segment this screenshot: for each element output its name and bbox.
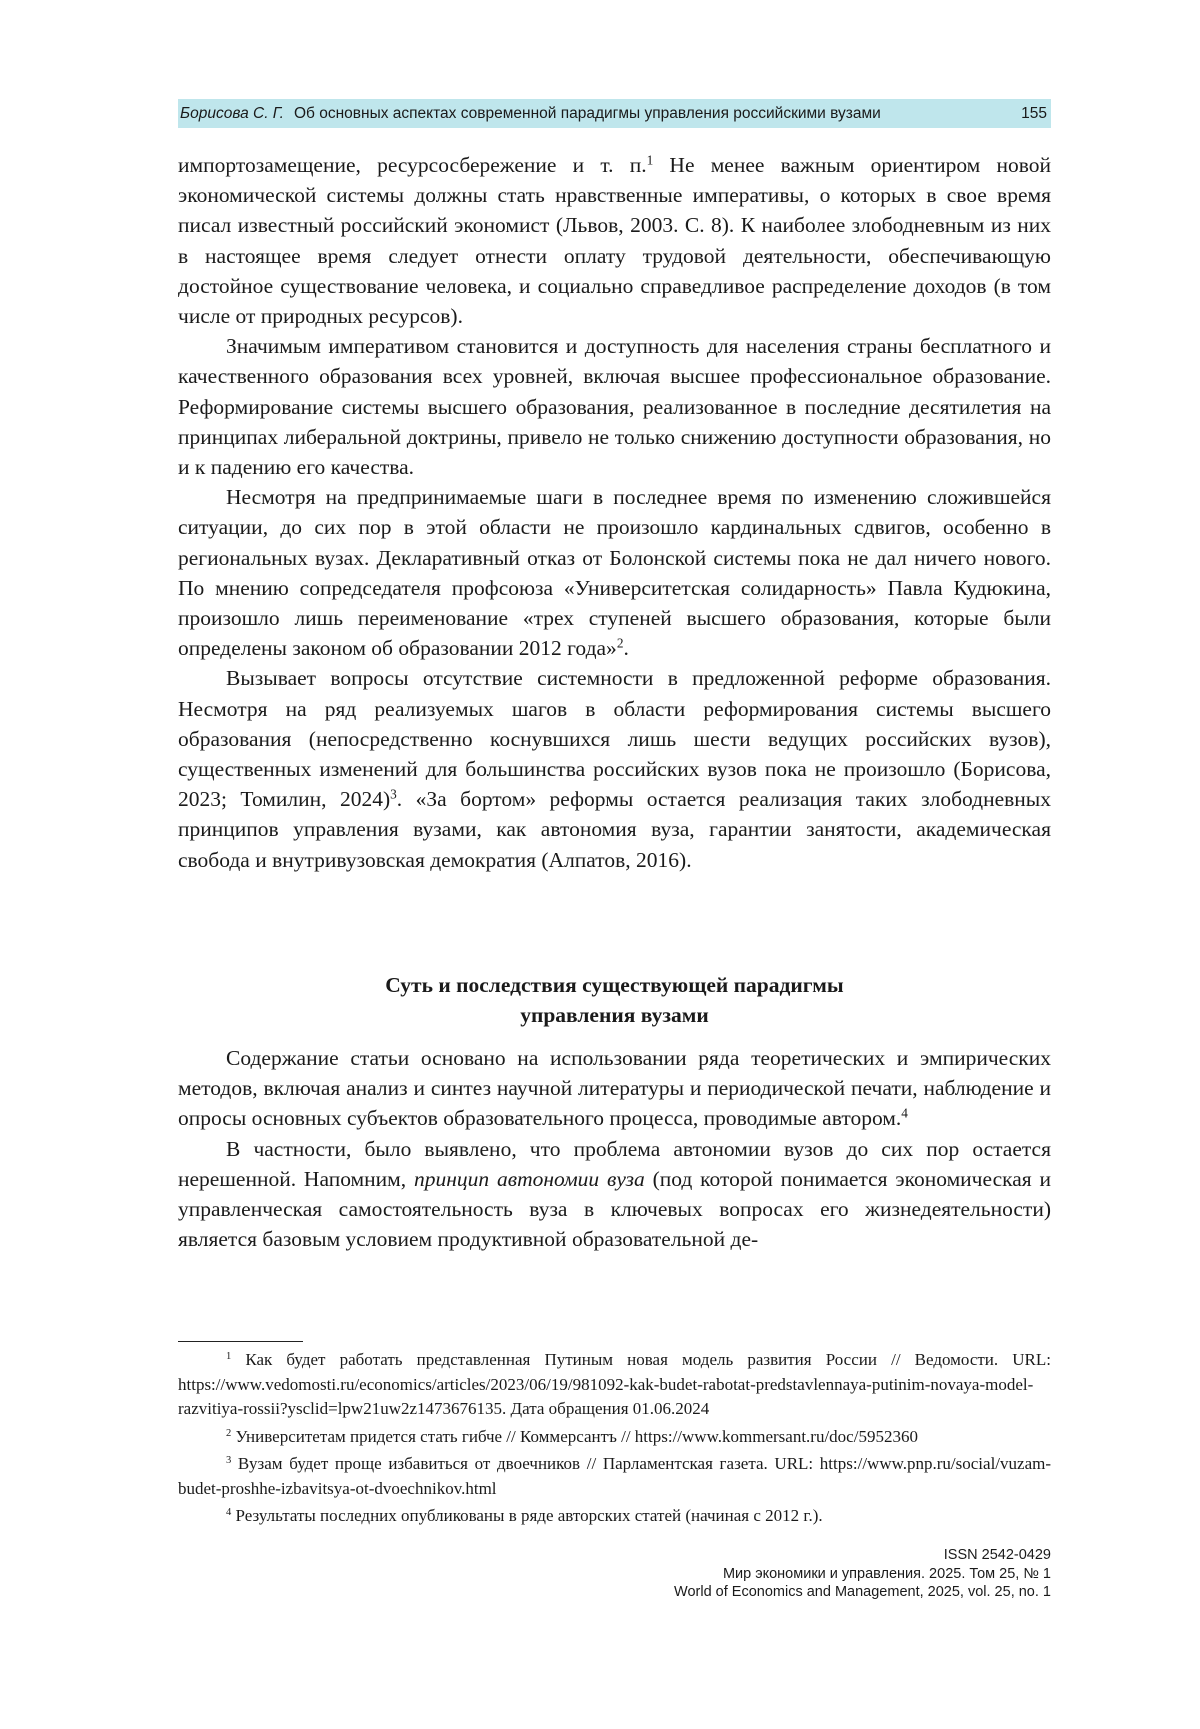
footnotes [178, 1348, 1051, 1529]
article-body-section [178, 1043, 1051, 1254]
running-header [178, 99, 1051, 128]
paragraph-3-text-a: Несмотря на предпринимаемые шаги в последнее время по изменению сложившейся ситуации, до сих пор в этой области не произошло кардинальных сдвигов, особенно в региональных вузах. Декларативный отказ от Болонской системы пока не дал ничего нового. По мнению сопредседателя профсоюза «Университетская солидарность» Павла Кудюкина, произошло лишь переименование «трех ступеней высшего образования, которые были определены законом об образовании 2012 года» [178, 485, 1051, 661]
paragraph-3 [178, 482, 1051, 663]
section-heading-line-2: управления вузами [520, 1003, 709, 1027]
paragraph-1-text-b: Не менее важным ориентиром новой экономической системы должны стать нравственные императивы, о которых в свое время писал известный российский экономист (Львов, 2003. С. 8). К наиболее злободневным из них в настоящее время следует отнести оплату трудовой деятельности, обеспечивающую достойное существование человека, и социально справедливое распределение доходов (в том числе от природных ресурсов). [178, 153, 1051, 329]
paragraph-1 [178, 150, 1051, 331]
paragraph-3-text-b: . [623, 636, 629, 661]
section-paragraph-2-emphasis: принцип автономии вуза [413, 1166, 645, 1191]
section-paragraph-1-text: Содержание статьи основано на использовании ряда теоретических и эмпирических методов, включая анализ и синтез научной литературы и периодической печати, наблюдение и опросы основных субъектов образовательного процесса, проводимые автором. [178, 1046, 1051, 1131]
footnote-ref-4[interactable]: 4 [901, 1106, 908, 1122]
section-heading [178, 970, 1051, 1030]
paragraph-4-text-a: Вызывает вопросы отсутствие системности в предложенной реформе образования. Несмотря на ряд реализуемых шагов в области реформирования системы высшего образования (непосредственно коснувшихся лишь шести ведущих российских вузов), существенных изменений для большинства российских вузов пока не произошло (Борисова, 2023; Томилин, 2024) [178, 666, 1051, 812]
header-authors: Борисова С. Г. [180, 105, 284, 122]
article-body-intro [178, 150, 1051, 875]
header-article-title: Об основных аспектах современной парадигмы управления российскими вузами [294, 105, 881, 122]
footnote-4-number: 4 [226, 1507, 232, 1519]
paragraph-2: Значимым императивом становится и доступность для населения страны бесплатного и качественного образования всех уровней, включая высшее профессиональное образование. Реформирование системы высшего образования, реализованное в последние десятилетия на принципах либеральной доктрины, привело не только снижению доступности образования, но и к падению его качества. [178, 334, 1051, 480]
footnote-2 [178, 1425, 1051, 1450]
section-heading-line-1: Суть и последствия существующей парадигмы [385, 973, 844, 997]
footnote-3-text[interactable]: Вузам будет проще избавиться от двоечников // Парламентская газета. URL: https://www.pnp.ru/social/vuzam-budet-proshhe-izbavitsya-ot-dvoechnikov.html [178, 1454, 1051, 1498]
footnote-3 [178, 1452, 1051, 1501]
section-paragraph-2-text-b: (под которой понимается экономическая и управленческая самостоятельность вуза в ключевых вопросах его жизнедеятельности) является базовым условием продуктивной образовательной де- [178, 1166, 1052, 1252]
footnote-3-number: 3 [226, 1455, 232, 1467]
section-paragraph-1 [178, 1043, 1051, 1134]
footnote-ref-3[interactable]: 3 [390, 786, 397, 802]
footnote-separator [178, 1341, 303, 1342]
footnote-1 [178, 1348, 1051, 1422]
footnote-2-text[interactable]: Университетам придется стать гибче // Коммерсантъ // https://www.kommersant.ru/doc/5952360 [235, 1426, 918, 1446]
paragraph-4 [178, 663, 1051, 874]
page-number: 155 [1021, 105, 1047, 122]
journal-colophon [674, 1546, 1051, 1602]
footnote-1-text[interactable]: Как будет работать представленная Путиным новая модель развития России // Ведомости. URL: https://www.vedomosti.ru/economics/articles/2023/06/19/981092-kak-budet-rabotat-predstavlennaya-putinim-novaya-model-razvitiya-rossii?ysclid=lpw21uw2z1473676135. Дата обращения 01.06.2024 [178, 1350, 1051, 1418]
footnote-ref-1[interactable]: 1 [646, 152, 654, 168]
running-header-left [180, 99, 881, 128]
footnote-1-number: 1 [226, 1351, 232, 1363]
footnote-4 [178, 1504, 1051, 1529]
footnote-2-number: 2 [226, 1427, 232, 1439]
section-paragraph-2 [178, 1134, 1051, 1255]
section-paragraph-2-text-a: В частности, было выявлено, что проблема автономии вузов до сих пор остается нерешенной. Напомним, [178, 1136, 1051, 1191]
paragraph-1-text-a: импортозамещение, ресурсосбережение и т. п. [178, 153, 647, 177]
footnote-4-text: Результаты последних опубликованы в ряде авторских статей (начиная с 2012 г.). [235, 1506, 823, 1525]
journal-title-ru: Мир экономики и управления. 2025. Том 25, № 1 [722, 1565, 1051, 1582]
footnote-ref-2[interactable]: 2 [616, 635, 624, 651]
journal-title-en: World of Economics and Management, 2025, vol. 25, no. 1 [674, 1584, 1051, 1600]
issn: ISSN 2542-0429 [943, 1547, 1051, 1563]
paragraph-4-text-b: . «За бортом» реформы остается реализация таких злободневных принципов управления вузами, как автономия вуза, гарантии занятости, академическая свобода и внутривузовская демократия (Алпатов, 2016). [178, 787, 1051, 872]
